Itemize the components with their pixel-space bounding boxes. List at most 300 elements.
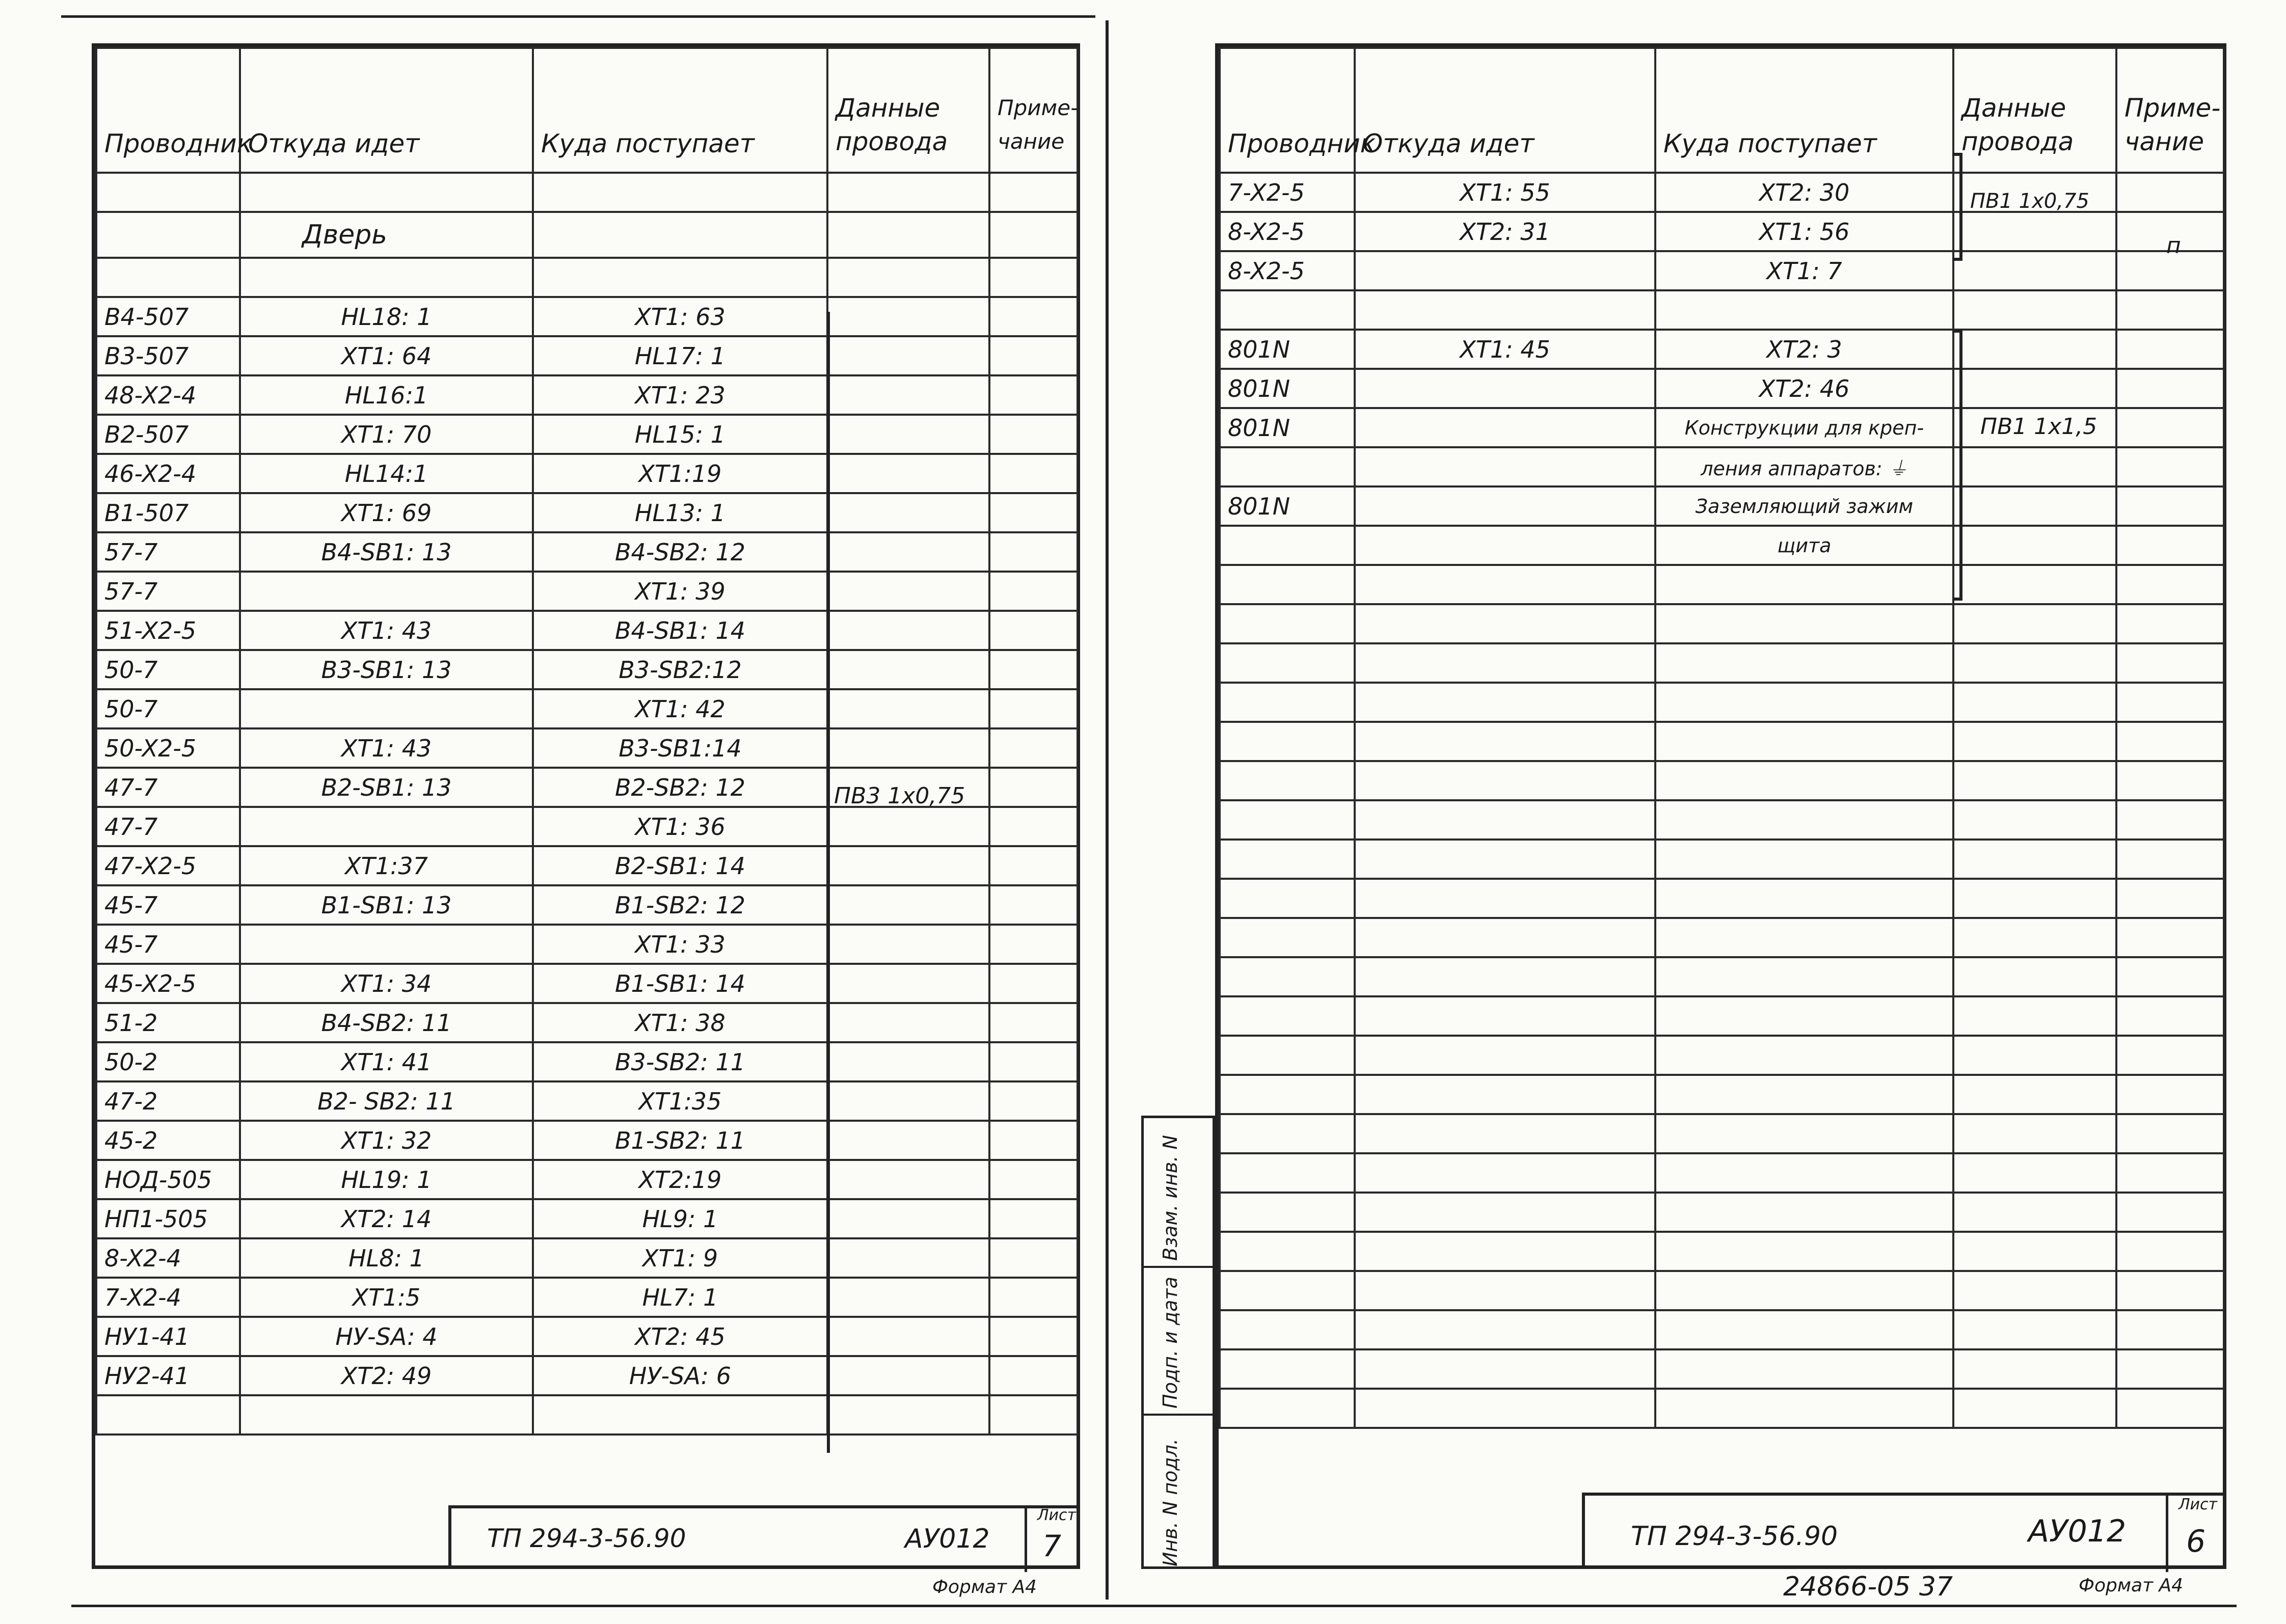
left-sheet (92, 43, 1080, 1569)
empty-cell (1655, 840, 1953, 879)
right-title-stamp (1582, 1493, 2226, 1569)
cell-note (989, 1042, 1078, 1081)
cell-from: HL18: 1 (240, 297, 533, 336)
cell-note (989, 964, 1078, 1003)
empty-cell (1953, 643, 2116, 683)
table-row (1220, 1193, 2224, 1232)
empty-cell (1220, 957, 1355, 996)
empty-cell (1220, 761, 1355, 800)
section-title: Дверь (240, 212, 533, 258)
cell-to: XT1: 63 (533, 297, 827, 336)
empty-cell (1953, 840, 2116, 879)
table-row (96, 258, 1078, 297)
empty-cell (2116, 840, 2224, 879)
cell-conductor: 51-2 (96, 1003, 240, 1042)
right-sheet (1215, 43, 2226, 1569)
cell-conductor: 57-7 (96, 532, 240, 572)
cell-note (989, 493, 1078, 532)
table-row (1220, 800, 2224, 840)
empty-cell (1655, 1310, 1953, 1349)
cell-to: XT1: 39 (533, 572, 827, 611)
cell-note (2116, 290, 2224, 330)
empty-cell (1953, 683, 2116, 722)
cell-to: XT1: 36 (533, 807, 827, 846)
empty-cell (1355, 683, 1655, 722)
empty-cell (2116, 1153, 2224, 1193)
table-row (96, 1278, 1078, 1317)
cell-conductor: 801N (1220, 330, 1355, 369)
cell-wire-data (1953, 290, 2116, 330)
cell-note (989, 1238, 1078, 1278)
cell-wire-data (827, 689, 989, 728)
wire-brace (1952, 153, 1962, 261)
cell-conductor: 50-7 (96, 650, 240, 689)
cell-note (2116, 486, 2224, 526)
cell-to: В1-SB1: 14 (533, 964, 827, 1003)
cell-from: XT2: 14 (240, 1199, 533, 1238)
empty-cell (2116, 1349, 2224, 1389)
header-wire-data: Данные провода (1953, 48, 2116, 173)
empty-cell (2116, 604, 2224, 643)
cell-conductor (1220, 447, 1355, 486)
cell-from (240, 572, 533, 611)
table-row (96, 964, 1078, 1003)
table-row (1220, 1075, 2224, 1114)
cell-to: XT1:19 (533, 454, 827, 493)
cell-from: В4-SB2: 11 (240, 1003, 533, 1042)
table-row (96, 173, 1078, 212)
table-row (1220, 683, 2224, 722)
empty-cell (1355, 800, 1655, 840)
cell-to: В4-SB1: 14 (533, 611, 827, 650)
cell-wire-data (827, 375, 989, 415)
empty-cell (2116, 879, 2224, 918)
cell-from (1355, 251, 1655, 290)
cell-note (989, 1160, 1078, 1199)
empty-cell (1655, 957, 1953, 996)
cell-to: XT1: 42 (533, 689, 827, 728)
empty-cell (1655, 761, 1953, 800)
cell-to: HL13: 1 (533, 493, 827, 532)
cell-conductor: НУ1-41 (96, 1317, 240, 1356)
cell-conductor: 45-7 (96, 925, 240, 964)
empty-cell (1355, 1310, 1655, 1349)
cell-from (1355, 290, 1655, 330)
cell-conductor: 8-X2-5 (1220, 251, 1355, 290)
empty-cell (1355, 1271, 1655, 1310)
cell-note (989, 650, 1078, 689)
table-row (96, 532, 1078, 572)
cell-wire-data (827, 1160, 989, 1199)
side-label-sign: Подп. и дата (1159, 1277, 1181, 1409)
header-wire-data: Данные провода (827, 48, 989, 173)
empty-cell (1355, 1193, 1655, 1232)
table-row (1220, 1153, 2224, 1193)
cell-note (989, 1317, 1078, 1356)
cell-wire-data (827, 572, 989, 611)
empty-cell (1655, 800, 1953, 840)
empty-cell (1655, 722, 1953, 761)
table-row (96, 493, 1078, 532)
empty-cell (1355, 1389, 1655, 1428)
empty-cell (1355, 1349, 1655, 1389)
header-conductor: Проводник (96, 48, 240, 173)
empty-cell (1355, 604, 1655, 643)
cell-from (1355, 369, 1655, 408)
cell-conductor: 47-2 (96, 1081, 240, 1121)
table-row (1220, 604, 2224, 643)
cell-to: XT2: 45 (533, 1317, 827, 1356)
cell-wire-data (827, 964, 989, 1003)
cell-conductor: 47-7 (96, 768, 240, 807)
empty-cell (1220, 800, 1355, 840)
cell-from (240, 807, 533, 846)
empty-cell (1953, 1193, 2116, 1232)
cell-wire-data (827, 1199, 989, 1238)
empty-cell (1220, 1114, 1355, 1153)
empty-cell (1953, 800, 2116, 840)
header-from: Откуда идет (240, 48, 533, 173)
empty-cell (1655, 996, 1953, 1036)
empty-cell (1220, 1310, 1355, 1349)
table-row (96, 1356, 1078, 1395)
wire-data-label: ПВ3 1х0,75 (834, 783, 965, 809)
cell-note (989, 885, 1078, 925)
archive-number: 24866-05 37 (1783, 1572, 1953, 1602)
cell-note (989, 1003, 1078, 1042)
cell-to: В2-SB1: 14 (533, 846, 827, 885)
empty-cell (1953, 761, 2116, 800)
table-row (96, 336, 1078, 375)
empty-cell (2116, 1193, 2224, 1232)
cell-conductor: В2-507 (96, 415, 240, 454)
cell-wire-data (1953, 526, 2116, 565)
table-row (1220, 879, 2224, 918)
cell-from: В1-SB1: 13 (240, 885, 533, 925)
empty-cell (1655, 1389, 1953, 1428)
empty-cell (1220, 565, 1355, 604)
cell-wire-data (827, 1121, 989, 1160)
table-row (1220, 290, 2224, 330)
cell-from: XT1:37 (240, 846, 533, 885)
cell-conductor: 50-2 (96, 1042, 240, 1081)
cell-from (1355, 447, 1655, 486)
empty-cell (1220, 1153, 1355, 1193)
cell-to: В3-SB2: 11 (533, 1042, 827, 1081)
empty-cell (1953, 1036, 2116, 1075)
cell-wire-data (827, 532, 989, 572)
table-row (1220, 447, 2224, 486)
empty-cell (1220, 996, 1355, 1036)
empty-cell (1355, 1036, 1655, 1075)
cell-note (989, 375, 1078, 415)
cell-to: XT2: 30 (1655, 173, 1953, 212)
cell-from (1355, 526, 1655, 565)
table-row (1220, 996, 2224, 1036)
empty-cell (2116, 957, 2224, 996)
cell-to: ления аппаратов: ⏚ (1655, 447, 1953, 486)
header-note: Приме-чание (989, 48, 1078, 173)
cell-wire-data (827, 454, 989, 493)
empty-cell (1220, 1389, 1355, 1428)
empty-cell (1655, 1075, 1953, 1114)
cell-wire-data (1953, 447, 2116, 486)
empty-cell (1220, 643, 1355, 683)
table-row (96, 728, 1078, 768)
empty-cell (2116, 996, 2224, 1036)
table-row (1220, 1232, 2224, 1271)
cell-wire-data (827, 336, 989, 375)
wire-data-label-2: ПВ1 1х1,5 (1980, 414, 2097, 440)
cell-to: XT1: 56 (1655, 212, 1953, 251)
cell-wire-data (827, 1278, 989, 1317)
cell-from: XT1: 43 (240, 611, 533, 650)
side-label-inv: Инв. N подл. (1159, 1438, 1181, 1566)
cell-from: В2-SB1: 13 (240, 768, 533, 807)
empty-cell (1655, 1036, 1953, 1075)
wire-brace (824, 312, 830, 1453)
cell-conductor: 51-X2-5 (96, 611, 240, 650)
cell-to: XT2: 3 (1655, 330, 1953, 369)
cell-conductor: 47-7 (96, 807, 240, 846)
cell-to: Конструкции для креп- (1655, 408, 1953, 447)
wire-brace (1952, 330, 1962, 601)
cell-note (989, 611, 1078, 650)
cell-to: XT1:35 (533, 1081, 827, 1121)
table-row (96, 1042, 1078, 1081)
stamp-code: АУ012 (905, 1524, 990, 1554)
cell-wire-data (1953, 212, 2116, 251)
empty-cell (1953, 1075, 2116, 1114)
cell-to: XT1: 7 (1655, 251, 1953, 290)
table-row (1220, 565, 2224, 604)
cell-to: XT1: 38 (533, 1003, 827, 1042)
cell-conductor: НП1-505 (96, 1199, 240, 1238)
table-row (96, 212, 1078, 258)
cell-to: XT1: 9 (533, 1238, 827, 1278)
stamp-code: АУ012 (2028, 1513, 2127, 1549)
cell-from: XT2: 49 (240, 1356, 533, 1395)
empty-cell (1355, 840, 1655, 879)
cell-wire-data (827, 415, 989, 454)
cell-to: XT2:19 (533, 1160, 827, 1199)
cell-conductor: В1-507 (96, 493, 240, 532)
empty-cell (1220, 604, 1355, 643)
cell-note (2116, 447, 2224, 486)
empty-cell (1220, 722, 1355, 761)
cell-note (989, 846, 1078, 885)
cell-conductor: 7-X2-5 (1220, 173, 1355, 212)
cell-wire-data (1953, 251, 2116, 290)
empty-cell (1220, 840, 1355, 879)
empty-cell (2116, 1232, 2224, 1271)
left-wire-table (95, 47, 1079, 1436)
cell-conductor (1220, 290, 1355, 330)
cell-to: XT2: 46 (1655, 369, 1953, 408)
cell-conductor: 8-X2-4 (96, 1238, 240, 1278)
empty-cell (2116, 1114, 2224, 1153)
cell-conductor: 7-X2-4 (96, 1278, 240, 1317)
cell-to: В3-SB1:14 (533, 728, 827, 768)
cell-conductor: 45-2 (96, 1121, 240, 1160)
cell-conductor: 57-7 (96, 572, 240, 611)
empty-cell (1355, 879, 1655, 918)
cell-note (989, 1121, 1078, 1160)
table-row (96, 375, 1078, 415)
empty-cell (1220, 1232, 1355, 1271)
empty-cell (1953, 1349, 2116, 1389)
empty-cell (1355, 1075, 1655, 1114)
table-row (1220, 957, 2224, 996)
cell-from: В4-SB1: 13 (240, 532, 533, 572)
cell-from: XT1: 45 (1355, 330, 1655, 369)
empty-cell (1953, 996, 2116, 1036)
empty-cell (1655, 604, 1953, 643)
table-row (96, 1081, 1078, 1121)
empty-cell (1655, 918, 1953, 957)
empty-cell (2116, 800, 2224, 840)
empty-cell (1655, 1349, 1953, 1389)
cell-conductor: 45-7 (96, 885, 240, 925)
cell-to: В1-SB2: 11 (533, 1121, 827, 1160)
cell-from: XT1: 43 (240, 728, 533, 768)
cell-note (2116, 173, 2224, 212)
cell-note (2116, 408, 2224, 447)
cell-from: HL14:1 (240, 454, 533, 493)
table-row (1220, 918, 2224, 957)
cell-to: XT1: 33 (533, 925, 827, 964)
cell-note (989, 1081, 1078, 1121)
cell-conductor: 50-7 (96, 689, 240, 728)
cell-wire-data (1953, 369, 2116, 408)
table-row (1220, 1114, 2224, 1153)
header-note: Приме-чание (2116, 48, 2224, 173)
cell-note (2116, 369, 2224, 408)
side-signature-box (1141, 1116, 1215, 1569)
stamp-sheet-number: 6 (2186, 1524, 2206, 1559)
table-row (1220, 1271, 2224, 1310)
empty-cell (1655, 1114, 1953, 1153)
cell-from: XT2: 31 (1355, 212, 1655, 251)
empty-cell (1953, 1114, 2116, 1153)
cell-note (989, 807, 1078, 846)
cell-note (989, 532, 1078, 572)
empty-cell (2116, 1271, 2224, 1310)
cell-wire-data (827, 1317, 989, 1356)
empty-cell (1220, 918, 1355, 957)
cell-note (989, 768, 1078, 807)
table-row (1220, 212, 2224, 251)
empty-cell (1220, 1036, 1355, 1075)
empty-cell (1953, 1310, 2116, 1349)
cell-note (989, 689, 1078, 728)
empty-cell (1655, 1193, 1953, 1232)
table-row (1220, 1349, 2224, 1389)
cell-conductor: В4-507 (96, 297, 240, 336)
empty-cell (1655, 1271, 1953, 1310)
cell-wire-data (1953, 486, 2116, 526)
empty-cell (2116, 643, 2224, 683)
header-to: Куда поступает (1655, 48, 1953, 173)
cell-to: Заземляющий зажим (1655, 486, 1953, 526)
cell-to: XT1: 23 (533, 375, 827, 415)
table-row (1220, 1310, 2224, 1349)
empty-cell (1355, 1153, 1655, 1193)
table-row (1220, 1036, 2224, 1075)
empty-cell (533, 1395, 827, 1434)
cell-wire-data (827, 1042, 989, 1081)
empty-cell (1355, 957, 1655, 996)
cell-from (240, 689, 533, 728)
cell-wire-data (827, 493, 989, 532)
cell-to (1655, 290, 1953, 330)
header-from: Откуда идет (1355, 48, 1655, 173)
empty-cell (1220, 1075, 1355, 1114)
stamp-doc-number: ТП 294-3-56.90 (487, 1524, 686, 1553)
cell-conductor: 801N (1220, 408, 1355, 447)
empty-cell (989, 1395, 1078, 1434)
empty-cell (1355, 643, 1655, 683)
cell-note (2116, 526, 2224, 565)
cell-wire-data (827, 611, 989, 650)
cell-wire-data (827, 1356, 989, 1395)
empty-cell (1655, 1232, 1953, 1271)
cell-note (989, 297, 1078, 336)
cell-from: XT1:5 (240, 1278, 533, 1317)
cell-conductor: НУ2-41 (96, 1356, 240, 1395)
table-row (1220, 330, 2224, 369)
cell-conductor (1220, 526, 1355, 565)
table-row (96, 1395, 1078, 1434)
empty-cell (1655, 879, 1953, 918)
empty-cell (1355, 1114, 1655, 1153)
empty-cell (1953, 1232, 2116, 1271)
cell-from: XT1: 41 (240, 1042, 533, 1081)
cell-from: XT1: 64 (240, 336, 533, 375)
table-row (96, 1160, 1078, 1199)
empty-cell (1355, 761, 1655, 800)
wire-data-label-1: ПВ1 1х0,75 (1970, 190, 2089, 213)
table-row (96, 1199, 1078, 1238)
table-row (1220, 486, 2224, 526)
cell-from: HL19: 1 (240, 1160, 533, 1199)
cell-to: В4-SB2: 12 (533, 532, 827, 572)
empty-cell (1220, 683, 1355, 722)
header-to: Куда поступает (533, 48, 827, 173)
cell-note (989, 1199, 1078, 1238)
empty-cell (1220, 1193, 1355, 1232)
empty-cell (1953, 1389, 2116, 1428)
table-row (96, 611, 1078, 650)
empty-cell (1953, 722, 2116, 761)
cell-from: XT1: 55 (1355, 173, 1655, 212)
empty-cell (1355, 918, 1655, 957)
empty-cell (1953, 918, 2116, 957)
table-row (96, 650, 1078, 689)
empty-cell (1355, 1232, 1655, 1271)
cell-from: XT1: 69 (240, 493, 533, 532)
left-format-label: Формат А4 (932, 1577, 1037, 1598)
table-row (96, 925, 1078, 964)
table-row (96, 297, 1078, 336)
cell-from: XT1: 70 (240, 415, 533, 454)
cell-note (989, 925, 1078, 964)
empty-cell (1355, 565, 1655, 604)
side-label-replace: Взам. инв. N (1159, 1135, 1181, 1261)
cell-from (1355, 408, 1655, 447)
cell-note (989, 415, 1078, 454)
cell-note (2116, 330, 2224, 369)
